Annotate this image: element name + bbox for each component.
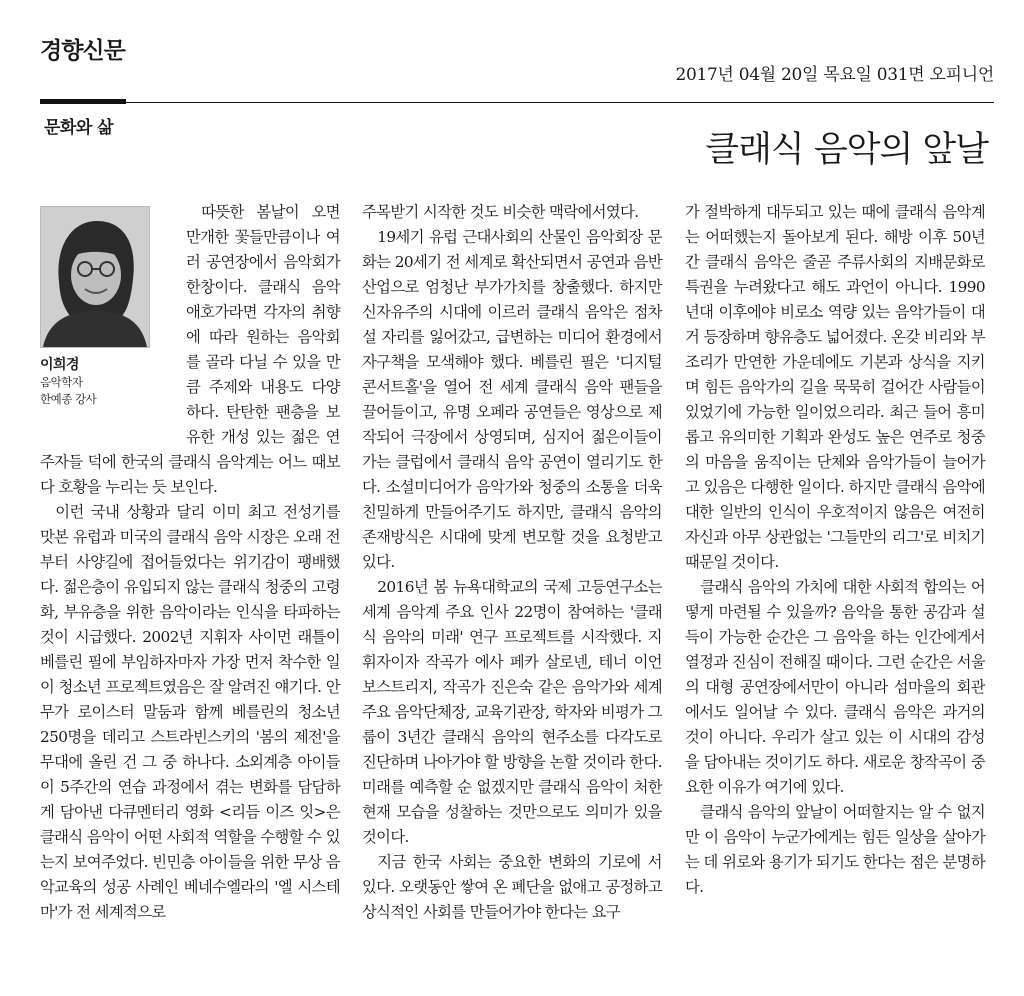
paragraph: 2016년 봄 뉴욕대학교의 국제 고등연구소는 세계 음악계 주요 인사 22명이 참여하는 '클래식 음악의 미래' 연구 프로젝트를 시작했다. 지휘자이자 작곡가 에사 페카 살로넨, 테너 이언 보스트리지, 작곡가 진은숙 같은 음악가와 세계 주요 음악단체장, 교육기관장, 학자와 비평가 그룹이 3년간 클래식 음악의 현주소를 다각도로 진단하며 나아가야 할 방향을 논할 것이라 한다. 미래를 예측할 순 없겠지만 클래식 음악이 처한 현재 모습을 성찰하는 것만으로도 의미가 있을 것이다. — [362, 578, 662, 846]
author-photo — [40, 206, 150, 348]
dateline: 2017년 04월 20일 목요일 031면 오피니언 — [675, 65, 994, 85]
author-box — [40, 200, 180, 446]
author-affiliation: 한예종 강사 — [40, 392, 97, 406]
paragraph: 지금 한국 사회는 중요한 변화의 기로에 서 있다. 오랫동안 쌓여 온 폐단을 없애고 공정하고 상식적인 사회를 만들어가야 한다는 요구 — [362, 853, 662, 921]
newspaper-masthead: 경향신문 — [40, 38, 125, 64]
paragraph: 이런 국내 상황과 달리 이미 최고 전성기를 맛본 유럽과 미국의 클래식 음악 시장은 오래 전부터 사양길에 접어들었다는 위기감이 팽배했다. 젊은층이 유입되지 않는 클래식 청중의 고령화, 부유층을 위한 음악이라는 인식을 타파하는 것이 시급했다. 2002년 지휘자 사이먼 래틀이 베를린 필에 부임하자마자 가장 먼저 착수한 일이 청소년 프로젝트였음은 잘 알려진 얘기다. 안무가 로이스터 말둠과 함께 베를린의 청소년 250명을 데리고 스트라빈스키의 '봄의 제전'을 무대에 올린 건 그 중 하나다. 소외계층 아이들이 5주간의 연습 과정에서 겪는 변화를 담담하게 담아낸 다큐멘터리 영화 <리듬 이즈 잇>은 클래식 음악이 어떤 사회적 역할을 수행할 수 있는지 보여주었다. 빈민층 아이들을 위한 무상 음악교육의 성공 사례인 베네수엘라의 '엘 시스테마'가 전 세계적으로 — [40, 503, 340, 921]
paragraph: 주목받기 시작한 것도 비슷한 맥락에서였다. — [362, 203, 639, 221]
paragraph: 19세기 유럽 근대사회의 산물인 음악회장 문화는 20세기 전 세계로 확산되면서 공연과 음반 산업으로 엄청난 부가가치를 창출했다. 하지만 신자유주의 시대에 이르러 클래식 음악은 점차 설 자리를 잃어갔고, 급변하는 미디어 환경에서 자구책을 모색해야 했다. 베를린 필은 '디지털 콘서트홀'을 열어 전 세계 클래식 음악 팬들을 끌어들이고, 유명 오페라 공연들은 영상으로 제작되어 극장에서 상영되며, 심지어 젊은이들이 가는 클럽에서 클래식 음악 공연이 열리기도 한다. 소셜미디어가 음악가와 청중의 소통을 더욱 친밀하게 만들어주기도 하지만, 클래식 음악의 존재방식은 시대에 맞게 변모할 것을 요청받고 있다. — [362, 228, 662, 571]
article-column-2 — [362, 200, 662, 925]
author-name: 이희경 — [40, 357, 80, 373]
section-accent-bar — [40, 99, 126, 104]
paragraph: 가 절박하게 대두되고 있는 때에 클래식 음악계는 어떠했는지 돌아보게 된다. 해방 이후 50년간 클래식 음악은 줄곧 주류사회의 지배문화로 특권을 누려왔다고 해도 과언이 아니다. 1990년대 이후에야 비로소 역량 있는 음악가들이 대거 등장하며 향유층도 넓어졌다. 온갖 비리와 부조리가 만연한 가운데에도 기본과 상식을 지키며 힘든 음악가의 길을 묵묵히 걸어간 사람들이 있었기에 가능한 일이었으리라. 최근 들어 흥미롭고 유의미한 기획과 완성도 높은 연주로 청중의 마음을 움직이는 단체와 음악가들이 늘어가고 있음은 다행한 일이다. 하지만 클래식 음악에 대한 일반의 인식이 우호적이지 않음은 여전히 자신과 아무 상관없는 '그들만의 리그'로 비치기 때문일 것이다. — [685, 203, 985, 571]
paragraph: 클래식 음악의 앞날이 어떠할지는 알 수 없지만 이 음악이 누군가에게는 힘든 일상을 살아가는 데 위로와 용기가 되기도 한다는 점은 분명하다. — [685, 803, 985, 896]
paragraph: 클래식 음악의 가치에 대한 사회적 합의는 어떻게 마련될 수 있을까? 음악을 통한 공감과 설득이 가능한 순간은 그 음악을 하는 인간에게서 열정과 진심이 전해질 때이다. 그런 순간은 서울의 대형 공연장에서만이 아니라 섬마을의 회관에서도 일어날 수 있다. 클래식 음악은 과거의 것이 아니다. 우리가 살고 있는 이 시대의 감성을 담아내는 것이기도 하다. 새로운 창작곡이 중요한 이유가 여기에 있다. — [685, 578, 985, 796]
section-title: 문화와 삶 — [44, 118, 114, 138]
article-headline: 클래식 음악의 앞날 — [705, 130, 988, 170]
header-rule — [40, 102, 994, 103]
article-column-1 — [40, 200, 340, 925]
author-title: 음악학자 — [40, 375, 83, 389]
article-column-3 — [685, 200, 985, 900]
paragraph: 따뜻한 봄날이 오면 만개한 꽃들만큼이나 여러 공연장에서 음악회가 한창이다. 클래식 음악 애호가라면 각자의 취향에 따라 원하는 음악회를 골라 다닐 수 있을 만큼 주제와 내용도 다양하다. 탄탄한 팬층을 보유한 개성 있는 젊은 연주자들 덕에 한국의 클래식 음악계는 어느 때보다 호황을 누리는 듯 보인다. — [40, 203, 340, 496]
